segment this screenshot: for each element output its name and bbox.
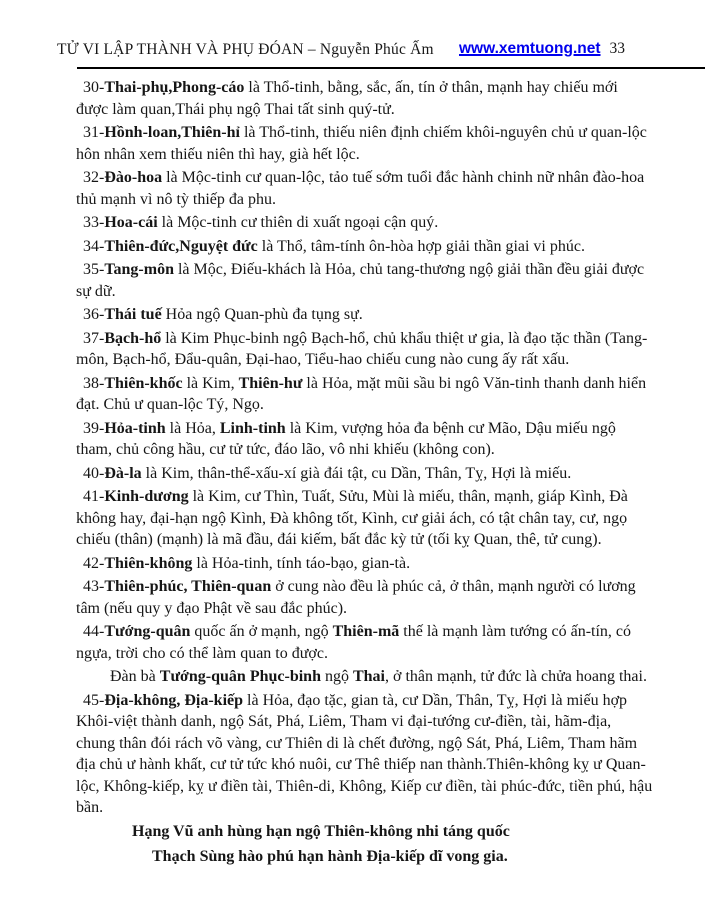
text-run: là Kim Phục-binh ngộ Bạch-hổ, chủ khẩu thiệt ư gia, là đạo tặc thần (Tang-môn, Bạch-hổ, Đẩu-quân, Đại-hao, Tiểu-hao chiếu cung nào cung ấy rất xấu. (76, 329, 648, 368)
bold-run: Thai (352, 668, 385, 685)
text-run: là Thổ, tâm-tính ôn-hòa hợp giải thần giai vi phúc. (257, 237, 585, 255)
text-run: là Mộc-tinh cư thiên di xuất ngoại cận quý. (157, 214, 439, 231)
paragraph (76, 167, 654, 210)
text-run: là Thổ-tinh, bằng, sắc, ấn, tín ở thân, mạnh hay chiếu mới được làm quan,Thái phụ ngộ Thai tất sinh quý-tử. (76, 79, 618, 118)
paragraph (76, 621, 654, 664)
paragraph (76, 486, 654, 551)
paragraph (76, 259, 654, 302)
text-run: 35- (83, 261, 105, 278)
header-divider (77, 67, 705, 69)
bold-run: Thiên-phúc, Thiên-quan (104, 578, 272, 595)
paragraph (76, 666, 654, 688)
text-run: là Hỏa, mặt mũi sầu bi ngô Văn-tinh thanh danh hiển đạt. Chủ ư quan-lộc Tý, Ngọ. (76, 374, 647, 413)
text-run: 32- (83, 169, 105, 186)
text-run: , ở thân mạnh, tử đức là chửa hoang thai. (384, 668, 647, 685)
bold-run: Hồnh-loan,Thiên-hỉ (104, 124, 240, 141)
text-run: 30- (83, 79, 105, 96)
bold-run: Thiên-không (104, 554, 193, 572)
paragraph (76, 418, 654, 461)
paragraph (76, 77, 654, 120)
text-run: quốc ấn ở mạnh, ngộ (190, 623, 333, 640)
text-run: 36- (83, 306, 105, 323)
paragraph (76, 212, 654, 234)
text-run: là Kim, cư Thìn, Tuất, Sửu, Mùi là miếu, thân, mạnh, giáp Kình, Đà không hay, đại-hạn ngộ Kình, Đà không tốt, Kình, cư giải ách, có tật chân tay, cư, ngọ chiếu (thân) (mạnh) là mã đầu, đái kiếm, bất đắc kỳ tử (tối kỵ Quan, thê, tử cung). (76, 488, 628, 548)
text-run: là Mộc-tinh cư quan-lộc, tảo tuế sớm tuổi đắc hành chinh nữ nhân đào-hoa thủ mạnh vì nô tỳ thiếp đa phu. (76, 169, 645, 208)
document-header-title: TỬ VI LẬP THÀNH VÀ PHỤ ĐÓAN – Nguyễn Phúc Ấm (57, 41, 434, 58)
bold-run: Tướng-quân Phục-binh (159, 668, 321, 685)
paragraph (76, 690, 654, 819)
text-run: là Kim, (182, 374, 239, 392)
text-run: là Hỏa, đạo tặc, gian tà, cư Dần, Thân, Tỵ, Hợi là miếu hợp Khôi-việt thành danh, ngộ Sát, Phá, Liêm, Tham vi đại-tướng cư-điền, tài, hãm-địa, chung thân đói rách võ vàng, cư Thiên di là chết đường, ngộ Sát, Phá, Liêm, Tham hãm địa chủ ư hành khất, cư tử tức khó nuôi, cư Thê thiếp nan thành.Thiên-không kỵ ư Quan-lộc, Không-kiếp, kỵ ư điền tài, Thiên-di, Không, Kiếp cư điền, tài phúc-đức, tiền phú, hậu bần. (76, 691, 653, 816)
bold-run: Kinh-dương (104, 488, 189, 505)
paragraph (76, 553, 654, 575)
bold-run: Tướng-quân (104, 623, 191, 640)
bold-run: Linh-tinh (219, 419, 286, 437)
text-run: là Kim, thân-thể-xấu-xí già đái tật, cu Dần, Thân, Tỵ, Hợi là miếu. (141, 464, 572, 482)
paragraph (76, 821, 654, 843)
page-number: 33 (609, 40, 626, 57)
bold-run: Hạng Vũ anh hùng hạn ngộ Thiên-không nhi táng quốc (132, 822, 510, 840)
paragraph (76, 846, 654, 868)
paragraph (76, 122, 654, 165)
text-run: ở cung nào đều là phúc cả, ở thân, mạnh người có lương tâm (nếu quy y đạo Phật về sau đắc phúc). (76, 578, 636, 617)
text-run: 44- (83, 623, 105, 640)
text-run: 38- (83, 374, 105, 392)
text-run: Hỏa ngộ Quan-phù đa tụng sự. (161, 306, 363, 323)
bold-run: Thạch Sùng hào phú hạn hành Địa-kiếp dĩ vong gia. (152, 848, 508, 865)
paragraph (76, 304, 654, 326)
text-run: 31- (83, 124, 105, 141)
text-run: 45- (83, 691, 105, 709)
bold-run: Thai-phụ,Phong-cáo (104, 79, 245, 96)
paragraph (76, 328, 654, 371)
text-run: 39- (83, 419, 105, 437)
bold-run: Hoa-cái (104, 214, 158, 231)
text-run: Đàn bà (110, 668, 160, 685)
bold-run: Thiên-đức,Nguyệt đức (104, 237, 258, 255)
text-run: ngộ (320, 668, 353, 685)
text-run: là Hỏa, (165, 419, 220, 437)
text-run: 37- (83, 329, 105, 347)
header-website-link[interactable]: www.xemtuong.net (459, 40, 601, 57)
paragraph (76, 576, 654, 619)
paragraph (76, 236, 654, 258)
bold-run: Đào-hoa (104, 169, 163, 186)
document-body (76, 77, 654, 870)
text-run: 34- (83, 237, 105, 255)
paragraph (76, 463, 654, 485)
text-run: là Thổ-tinh, thiếu niên định chiếm khôi-nguyên chủ ư quan-lộc hôn nhân xem thiếu niên thì hay, già hết lộc. (76, 124, 647, 163)
text-run: 41- (83, 488, 105, 505)
text-run: thế là mạnh làm tướng có ấn-tín, có ngựa, trời cho có thể làm quan to được. (76, 623, 632, 662)
text-run: 40- (83, 464, 105, 482)
bold-run: Thái tuế (104, 306, 162, 323)
bold-run: Hỏa-tinh (104, 419, 166, 437)
text-run: 33- (83, 214, 105, 231)
bold-run: Tang-môn (104, 261, 174, 278)
bold-run: Thiên-mã (332, 623, 400, 640)
bold-run: Thiên-hư (238, 374, 303, 392)
bold-run: Đà-la (104, 464, 142, 482)
bold-run: Địa-không, Địa-kiếp (104, 691, 244, 709)
text-run: là Kim, vượng hỏa đa bệnh cư Mão, Dậu miếu ngộ tham, chủ công hầu, cư tử tức, đáo lão, vô nhi khiếu (không con). (76, 419, 616, 458)
header-right (459, 40, 625, 58)
bold-run: Bạch-hổ (104, 329, 162, 347)
bold-run: Thiên-khốc (104, 374, 183, 392)
paragraph (76, 373, 654, 416)
text-run: 42- (83, 554, 105, 572)
text-run: là Hỏa-tinh, tính táo-bạo, gian-tà. (192, 554, 411, 572)
text-run: là Mộc, Điếu-khách là Hỏa, chủ tang-thương ngộ giải thần đều giải được sự dữ. (76, 261, 645, 300)
text-run: 43- (83, 578, 105, 595)
